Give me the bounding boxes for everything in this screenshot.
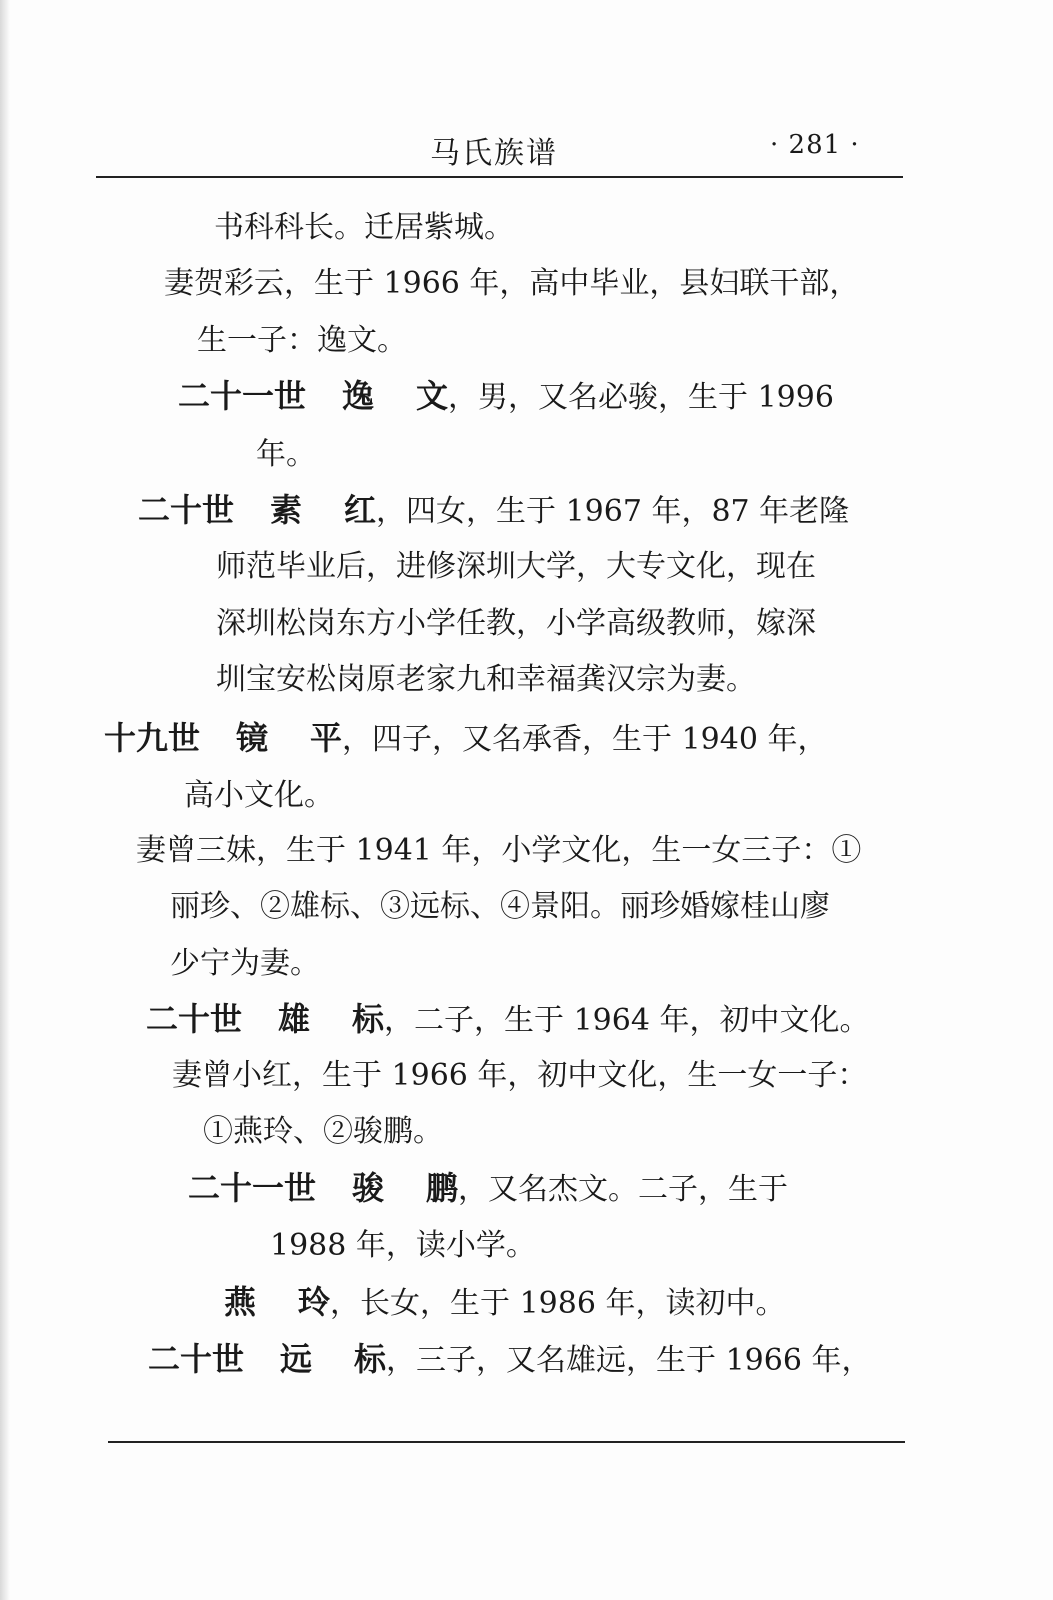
footer-rule	[108, 1441, 905, 1443]
entry-line	[104, 720, 827, 756]
entry-line	[148, 1341, 871, 1377]
line-text: 书科科长。迁居紫城。	[214, 210, 514, 245]
line-text: ①燕玲、②骏鹏。	[203, 1114, 443, 1149]
person-name: 骏	[352, 1169, 385, 1207]
text-line	[270, 1228, 536, 1264]
person-name: 镜	[236, 719, 269, 757]
entry-line	[188, 1170, 788, 1206]
line-text: ，男，又名必骏，生于 1996	[448, 380, 834, 415]
person-name: 标	[354, 1340, 387, 1378]
running-header-title: 马氏族谱	[430, 136, 558, 171]
text-line	[256, 437, 316, 473]
text-line	[164, 266, 859, 302]
line-text: 妻贺彩云，生于 1966 年，高中毕业，县妇联干部，	[164, 266, 860, 301]
text-line	[214, 210, 514, 246]
line-text: 生一子：逸文。	[197, 323, 407, 358]
page-number: · 281 ·	[770, 130, 860, 160]
line-text: 丽珍、②雄标、③远标、④景阳。丽珍婚嫁桂山廖	[170, 889, 830, 924]
text-line	[184, 778, 334, 814]
text-line	[136, 833, 861, 869]
line-text: 1988 年，读小学。	[270, 1228, 536, 1263]
header-rule	[96, 176, 903, 178]
text-line	[216, 549, 816, 585]
person-name: 燕	[224, 1283, 257, 1321]
person-name: 平	[310, 719, 343, 757]
generation-label: 二十一世	[178, 377, 307, 415]
line-text: 妻曾小红，生于 1966 年，初中文化，生一女一子：	[172, 1058, 868, 1093]
person-name: 文	[416, 377, 449, 415]
line-text: ，二子，生于 1964 年，初中文化。	[384, 1003, 870, 1038]
line-text: 妻曾三妹，生于 1941 年，小学文化，生一女三子：①	[136, 833, 862, 868]
text-line	[172, 1058, 867, 1094]
person-name: 逸	[342, 377, 375, 415]
person-name: 雄	[278, 1000, 311, 1038]
entry-line	[138, 492, 849, 528]
entry-line	[178, 378, 834, 414]
line-text: 年。	[256, 437, 316, 472]
line-text: ，四女，生于 1967 年，87 年老隆	[376, 494, 850, 529]
text-line	[203, 1114, 443, 1150]
line-text: 高小文化。	[184, 778, 334, 813]
person-name: 标	[352, 1000, 385, 1038]
generation-label: 二十世	[148, 1340, 245, 1378]
person-name: 远	[280, 1340, 313, 1378]
generation-label: 二十世	[146, 1000, 243, 1038]
person-name: 鹏	[426, 1169, 459, 1207]
text-line	[170, 889, 830, 925]
text-line	[197, 323, 407, 359]
text-line	[170, 946, 320, 982]
person-name: 玲	[298, 1283, 331, 1321]
text-line	[216, 606, 816, 642]
person-name: 素	[270, 491, 303, 529]
line-text: 圳宝安松岗原老家九和幸福龚汉宗为妻。	[216, 662, 756, 697]
line-text: 深圳松岗东方小学任教，小学高级教师，嫁深	[216, 606, 816, 641]
entry-line	[224, 1284, 785, 1320]
line-text: 师范毕业后，进修深圳大学，大专文化，现在	[216, 549, 816, 584]
line-text: ，又名杰文。二子，生于	[458, 1172, 789, 1207]
generation-label: 二十一世	[188, 1169, 317, 1207]
line-text: 少宁为妻。	[170, 946, 320, 981]
person-name: 红	[344, 491, 377, 529]
line-text: ，长女，生于 1986 年，读初中。	[330, 1286, 786, 1321]
entry-line	[146, 1001, 869, 1037]
generation-label: 二十世	[138, 491, 235, 529]
line-text: ，三子，又名雄远，生于 1966 年，	[386, 1343, 872, 1378]
text-line	[216, 662, 756, 698]
line-text: ，四子，又名承香，生于 1940 年，	[342, 722, 828, 757]
generation-label: 十九世	[104, 719, 201, 757]
